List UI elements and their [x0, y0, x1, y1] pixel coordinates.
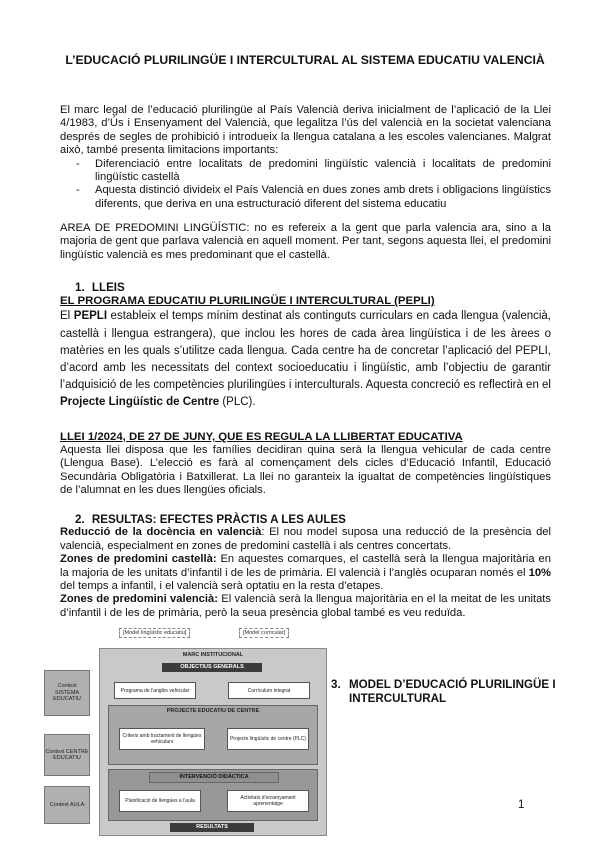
section-3-heading	[331, 678, 561, 706]
plc-box: Projecte lingüístic de centre (PLC)	[227, 728, 309, 750]
intro-section	[60, 104, 551, 211]
reduccio-paragraph	[60, 526, 551, 553]
area-section	[60, 222, 551, 262]
section-resultas	[60, 513, 551, 620]
projecte-label: PROJECTE EDUCATIU DE CENTRE	[166, 708, 260, 714]
pepli-heading: EL PROGRAMA EDUCATIU PLURILINGÜE I INTERCULTURAL (PEPLI)	[60, 295, 435, 308]
resultats-bar: RESULTATS	[170, 823, 254, 832]
castella-paragraph	[60, 553, 551, 593]
section-3-title: MODEL D’EDUCACIÓ PLURILINGÜE I INTERCULTURAL	[349, 678, 556, 705]
marc-label: MARC INSTITUCIONAL	[182, 652, 244, 658]
reduccio-label: Reducció de la docència en valencià	[60, 526, 262, 539]
pepli-paragraph	[60, 308, 551, 411]
castella-text: del temps a infantil, i el valencià serà optatiu en la resta d’etapes.	[60, 580, 384, 593]
curriculum-box: Currículum integrat	[228, 682, 310, 699]
context-aula-box: Context AULA	[44, 786, 90, 824]
section-2-number: 2.	[75, 513, 85, 526]
valencia-label: Zones de predomini valencià:	[60, 593, 218, 606]
castella-label: Zones de predomini castellà:	[60, 553, 217, 566]
section-1-number: 1.	[75, 281, 85, 294]
diagram-top-left-label: [Model lingüístic educatiu]	[119, 628, 190, 638]
plc-term: Projecte Lingüístic de Centre	[60, 396, 220, 409]
intervencio-bar: INTERVENCIÓ DIDÀCTICA	[149, 772, 279, 783]
objectius-bar: OBJECTIUS GENERALS	[162, 663, 262, 672]
planificacio-box: Planificació de llengües a l’aula	[119, 790, 201, 812]
area-paragraph: AREA DE PREDOMINI LINGÜÍSTIC: no es refereix a la gent que parla valencia ara, sino a la majoria de gent que parlava valencià en aquell moment. Per tant, segons aquesta llei, el predomini lingüístic valencià es mes predominant que el castellà.	[60, 222, 551, 261]
projecte-panel	[108, 705, 318, 765]
context-centre-box: Context CENTRE EDUCATIU	[44, 734, 90, 776]
section-lleis	[60, 281, 551, 412]
diagram-frame	[99, 648, 327, 836]
education-model-diagram	[44, 626, 326, 838]
criteris-box: Criteris amb tractament de llengües vehiculars	[119, 728, 205, 750]
section-1-title: LLEIS	[91, 281, 125, 294]
diagram-top-right-label: [Model curricular]	[239, 628, 289, 638]
llei-section	[60, 430, 551, 498]
document-title: L’EDUCACIÓ PLURILINGÜE I INTERCULTURAL AL SISTEMA EDUCATIU VALENCIÀ	[65, 53, 545, 67]
llei-paragraph: Aquesta llei disposa que les famílies decidiran quina serà la llengua vehicular de cada centre (Llengua Base). L’elecció es farà al començament dels cicles d’Educació Infantil, Educació Secundària Obligatòria i Batxillerat. La llei no garanteix la igualtat de competències lingüístiques de l’alumnat en les dues llengües oficials.	[60, 444, 551, 497]
valencia-paragraph	[60, 593, 551, 620]
activitats-box: Activitats d’ensenyament aprenentatge	[227, 790, 309, 812]
section-2-heading	[60, 513, 551, 526]
castella-text: En aquestes comarques, el castellà serà la llengua majoritària en la majoria de les unitats d’infantil i de les de primària. El valencià i l’anglès ocuparan només el	[60, 553, 551, 579]
llei-heading: LLEI 1/2024, DE 27 DE JUNY, QUE ES REGULA LA LLIBERTAT EDUCATIVA	[60, 431, 463, 443]
pepli-text: El	[60, 310, 74, 323]
context-sistema-box: Context SISTEMA EDUCATIU	[44, 670, 90, 716]
reduccio-text: : El nou model suposa una reducció de la presència del valencià, especialment en zones de predomini castellà i als centres concertats.	[60, 526, 551, 552]
page-number: 1	[518, 799, 525, 811]
pepli-text: estableix el temps mínim destinat als continguts curriculars en cada llengua (valencià, castellà i llengua estrangera), que inclou les hores de cada àrea lingüística i de les àrees o matèries en les quals s’utilitze cada llengua. Cada centre ha de concretar l’aplicació del PEPLI, d’acord amb les necessitats del context socioeducatiu i lingüístic, amb l’objectiu de garantir l’adquisició de les competències plurilingües i interculturals. Aquesta concreció es reflectirà en el	[60, 310, 552, 392]
pepli-acronym: PEPLI	[73, 310, 108, 323]
section-1-heading	[60, 281, 551, 294]
intervencio-panel	[108, 769, 318, 821]
limitation-item: - Diferenciació entre localitats de predomini lingüístic valencià i localitats de predomini lingüístic castellà	[60, 158, 551, 185]
section-2-title: RESULTAS: EFECTES PRÀCTIS A LES AULES	[91, 513, 346, 526]
percent-value: 10%	[528, 566, 551, 579]
limitations-list	[60, 158, 551, 212]
valencia-text: El valencià serà la llengua majoritària en el la meitat de les unitats d’infantil i de les de primària, però la seua presència global també es veu reduïda.	[60, 593, 551, 619]
section-3-number: 3.	[331, 678, 341, 691]
pepli-text: (PLC).	[219, 396, 256, 409]
intro-paragraph: El marc legal de l’educació plurilingüe al País Valencià deriva inicialment de l’aplicació de la Llei 4/1983, d’Ús i Ensenyament del Valencià, que legalitza l’ús del valencià en la societat valenciana després de segles de prohibició i introdueix la llengua catalana a les escoles valencianes. Malgrat això, també presenta limitacions importants:	[60, 104, 551, 157]
programa-box: Programa de l’anglès vehicular	[114, 682, 196, 699]
limitation-item: - Aquesta distinció divideix el País Valencià en dues zones amb drets i obligacions lingüístics diferents, que deriva en una estructuració diferent del sistema educatiu	[60, 184, 551, 211]
